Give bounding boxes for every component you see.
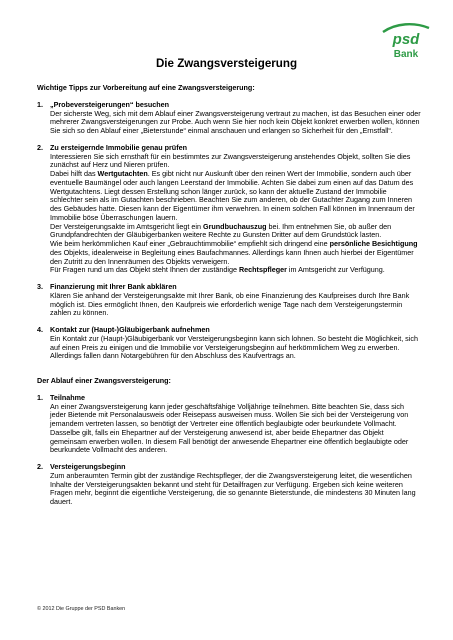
tip-section-4 (37, 326, 421, 361)
procedure-section-1 (37, 394, 421, 455)
grundbuchauszug-term: Grundbuchauszug (203, 221, 267, 231)
tip-4-title: Kontakt zur (Haupt-)Gläubigerbank aufnehmen (50, 325, 210, 334)
tip-2-paragraph-3: Der Versteigerungsakte im Amtsgericht liegt ein Grundbuchauszug bei. Ihm entnehmen Sie, ob außer den Grundpfandrechten der Gläubigerbanken weitere Rechte zu Gunsten Dritter auf dem Grundstück lasten. (50, 221, 392, 240)
procedure-1-number: 1. (37, 392, 43, 402)
procedure-1-text: An einer Zwangsversteigerung kann jeder geschäftsfähige Volljährige teilnehmen. Bitte beachten Sie, dass sich jeder Bietende mit Personalausweis oder Reisepass ausweisen muss. Wollen Sie sich bei der Versteigerung von jemandem vertreten lassen, so benötigt der Vertreter eine öffentlich beglaubigte oder beurkundete Vollmacht. Dasselbe gilt, falls ein Ehepartner auf der Versteigerung anwesend ist, aber beide Ehepartner das Objekt gemeinsam erwerben wollen. In diesem Fall benötigt der anwesende Ehepartner eine öffentlich beglaubigte oder beurkundete Vollmacht des anderen. (50, 401, 409, 455)
tip-1-number: 1. (37, 99, 43, 109)
tip-2-title: Zu ersteigernde Immobilie genau prüfen (50, 142, 187, 152)
tip-4-text: Ein Kontakt zur (Haupt-)Gläubigerbank vor Versteigerungsbeginn kann sich lohnen. So besteht die Möglichkeit, sich auf einen Preis zu einigen und die Immobilie vor Versteigerungsbeginn auf herkömmlichem Weg zu erwerben. Allerdings fallen dann Notargebühren für den Abschluss des Kaufvertrags an. (50, 333, 418, 361)
besichtigung-term: persönliche Besichtigung (329, 239, 418, 248)
tip-section-2 (37, 144, 421, 275)
psd-bank-logo (380, 20, 432, 62)
procedure-1-title: Teilnahme (50, 392, 86, 402)
preparation-subheading: Wichtige Tipps zur Vorbereitung auf eine Zwangsversteigerung: (37, 83, 255, 92)
tip-2-paragraph-2: Dabei hilft das Wertgutachten. Es gibt nicht nur Auskunft über den reinen Wert der Immobilie, sondern auch über eventuelle Baumängel oder auch langen Leerstand der Immobilie. Achten Sie dabei zum einen auf das Datum des Wertgutachtens. Liegt dessen Erstellung schon länger zurück, so kann der aktuelle Zustand der Immobilie schlechter sein als im Gutachten beschrieben. Beachten Sie zum anderen, ob der Gutachter Zugang zum Inneren des Gebäudes hatte. Diesen kann der Eigentümer ihm verwehren. In einem solchen Fall können im Innenraum der Immobilie böse Überraschungen lauern. (50, 169, 415, 222)
tip-2-paragraph-1: Interessieren Sie sich ernsthaft für ein bestimmtes zur Zwangsversteigerung anstehendes Objekt, sollten Sie dies zunächst auf Herz und Nieren prüfen. (50, 151, 411, 170)
tip-1-title: „Probeversteigerungen“ besuchen (50, 99, 170, 109)
procedure-2-text: Zum anberaumten Termin gibt der zuständige Rechtspfleger, der die Zwangsversteigerung leitet, die wesentlichen Inhalte der Versteigerungsakten bekannt und steht für Detailfragen zur Verfügung. Ergeben sich keine weiteren Fragen mehr, beginnt die eigentliche Versteigerung, die so genannte Bieterstunde, die mindestens 30 Minuten lang dauert. (50, 470, 416, 506)
wertgutachten-term: Wertgutachten (97, 169, 148, 178)
procedure-2-number: 2. (37, 462, 43, 471)
tip-1-text: Der sicherste Weg, sich mit dem Ablauf einer Zwangsversteigerung vertraut zu machen, ist das Besuchen einer oder mehrerer Zwangsversteigerungen zur Probe. Auch wenn Sie hier noch kein Objekt konkret erwerben wollen, können Sie sich so den Ablauf einer „Bieterstunde“ einmal anschauen und erlangen so Sicherheit für den „Ernstfall“. (50, 108, 421, 135)
tip-4-number: 4. (37, 325, 43, 334)
tip-3-title: Finanzierung mit Ihrer Bank abklären (50, 282, 177, 291)
tip-2-paragraph-5: Für Fragen rund um das Objekt steht Ihnen der zuständige Rechtspfleger im Amtsgericht zur Verfügung. (50, 265, 385, 275)
footer-copyright: © 2012 Die Gruppe der PSD Banken (37, 606, 126, 612)
tip-section-1 (37, 101, 421, 136)
procedure-subheading: Der Ablauf einer Zwangsversteigerung: (37, 376, 171, 385)
document-body (37, 84, 421, 515)
tip-3-number: 3. (37, 282, 43, 291)
procedure-2-title: Versteigerungsbeginn (50, 462, 126, 471)
page-title: Die Zwangsversteigerung (155, 57, 298, 70)
logo-top-text: psd (392, 31, 420, 48)
logo-bottom-text: Bank (393, 49, 419, 60)
tip-2-paragraph-4: Wie beim herkömmlichen Kauf einer „Gebrauchtimmobilie“ empfiehlt sich dringend eine persönliche Besichtigung des Objekts, idealerweise in Begleitung eines Baufachmannes. Allerdings kann Ihnen auch hierbei der Eigentümer den Zutritt zu den Innenräumen des Objekts verweigern. (50, 239, 418, 266)
tip-section-3 (37, 283, 421, 318)
tip-3-text: Klären Sie anhand der Versteigerungsakte mit Ihrer Bank, ob eine Finanzierung des Kaufpreises durch Ihre Bank möglich ist. Dies ermöglicht Ihnen, den Kaufpreis wie erforderlich wenige Tage nach dem Versteigerungstermin zahlen zu können. (50, 290, 410, 318)
rechtspfleger-term: Rechtspfleger (238, 265, 287, 275)
tip-2-number: 2. (37, 142, 43, 152)
procedure-section-2 (37, 463, 421, 507)
